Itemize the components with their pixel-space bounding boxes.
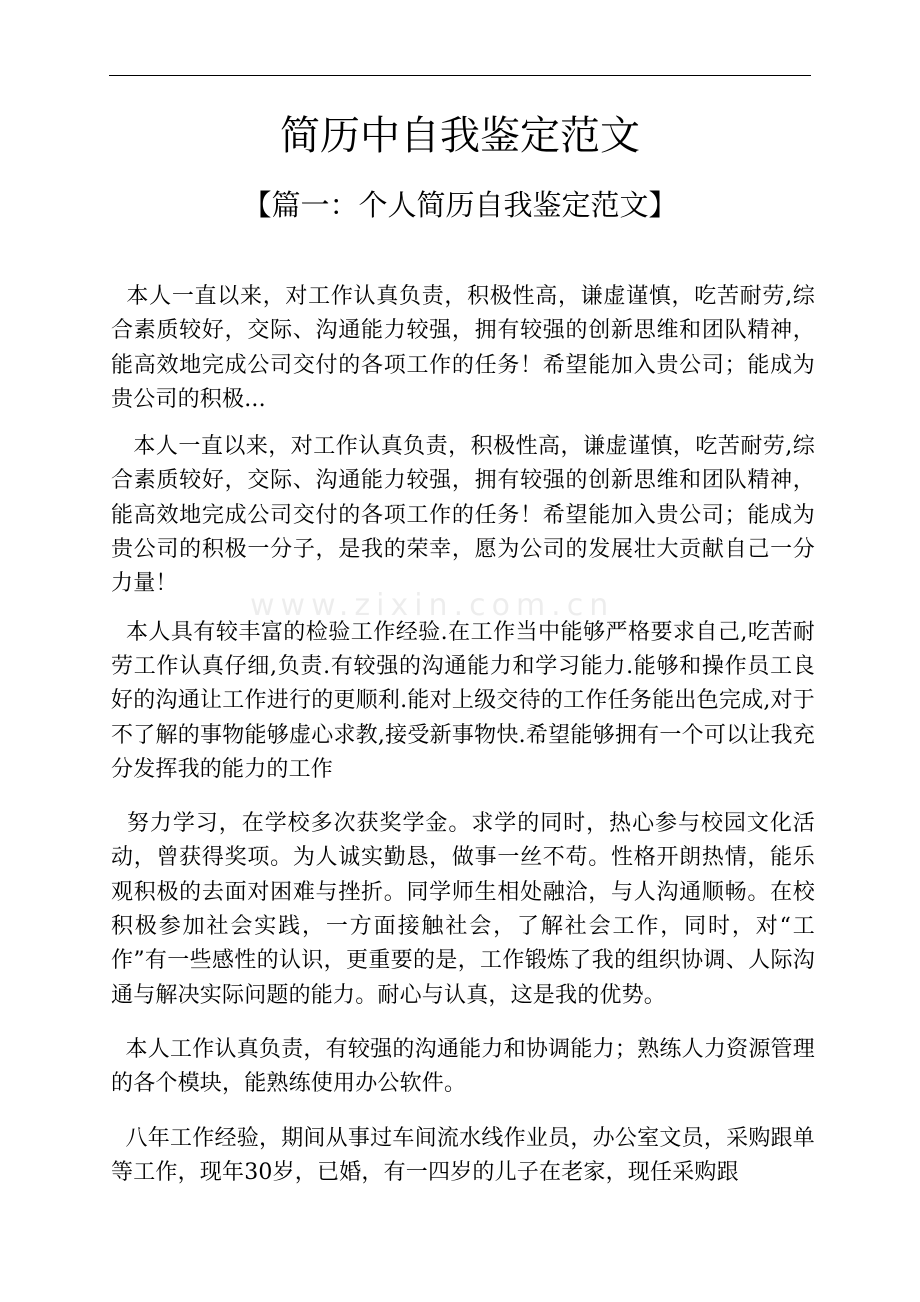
watermark: www.zixin.com.cn [250,588,615,623]
document-title: 简历中自我鉴定范文 [280,113,640,159]
header-rule [109,75,811,76]
paragraph-1: 本人一直以来，对工作认真负责，积极性高，谦虚谨慎，吃苦耐劳,综合素质较好，交际、沟通能力较强，拥有较强的创新思维和团队精神，能高效地完成公司交付的各项工作的任务！希望能加入贵公司；能成为贵公司的积极... [111,284,815,412]
document-body [111,280,815,1203]
paragraph-4: 努力学习，在学校多次获奖学金。求学的同时，热心参与校园文化活动，曾获得奖项。为人诚实勤恳，做事一丝不苟。性格开朗热情，能乐观积极的去面对困难与挫折。同学师生相处融洽，与人沟通顺畅。在校积极参加社会实践，一方面接触社会，了解社会工作，同时，对“工作”有一些感性的认识，更重要的是，工作锻炼了我的组织协调、人际沟通与解决实际问题的能力。耐心与认真，这是我的优势。 [111,811,815,1008]
paragraph-3: 本人具有较丰富的检验工作经验.在工作当中能够严格要求自己,吃苦耐劳工作认真仔细,负责.有较强的沟通能力和学习能力.能够和操作员工良好的沟通让工作进行的更顺利.能对上级交待的工作任务能出色完成,对于不了解的事物能够虚心求教,接受新事物快.希望能够拥有一个可以让我充分发挥我的能力的工作 [111,619,816,782]
paragraph-6: 八年工作经验，期间从事过车间流水线作业员，办公室文员，采购跟单等工作，现年30岁，已婚，有一四岁的儿子在老家，现任采购跟 [111,1125,816,1185]
paragraph-5: 本人工作认真负责，有较强的沟通能力和协调能力；熟练人力资源管理的各个模块，能熟练使用办公软件。 [111,1036,816,1097]
document-subtitle: 【篇一：个人简历自我鉴定范文】 [242,188,678,222]
paragraph-2: 本人一直以来，对工作认真负责，积极性高，谦虚谨慎，吃苦耐劳,综合素质较好，交际、沟通能力较强，拥有较强的创新思维和团队精神，能高效地完成公司交付的各项工作的任务！希望能加入贵公司；能成为贵公司的积极一分子，是我的荣幸，愿为公司的发展壮大贡献自己一分力量！ [111,434,815,597]
